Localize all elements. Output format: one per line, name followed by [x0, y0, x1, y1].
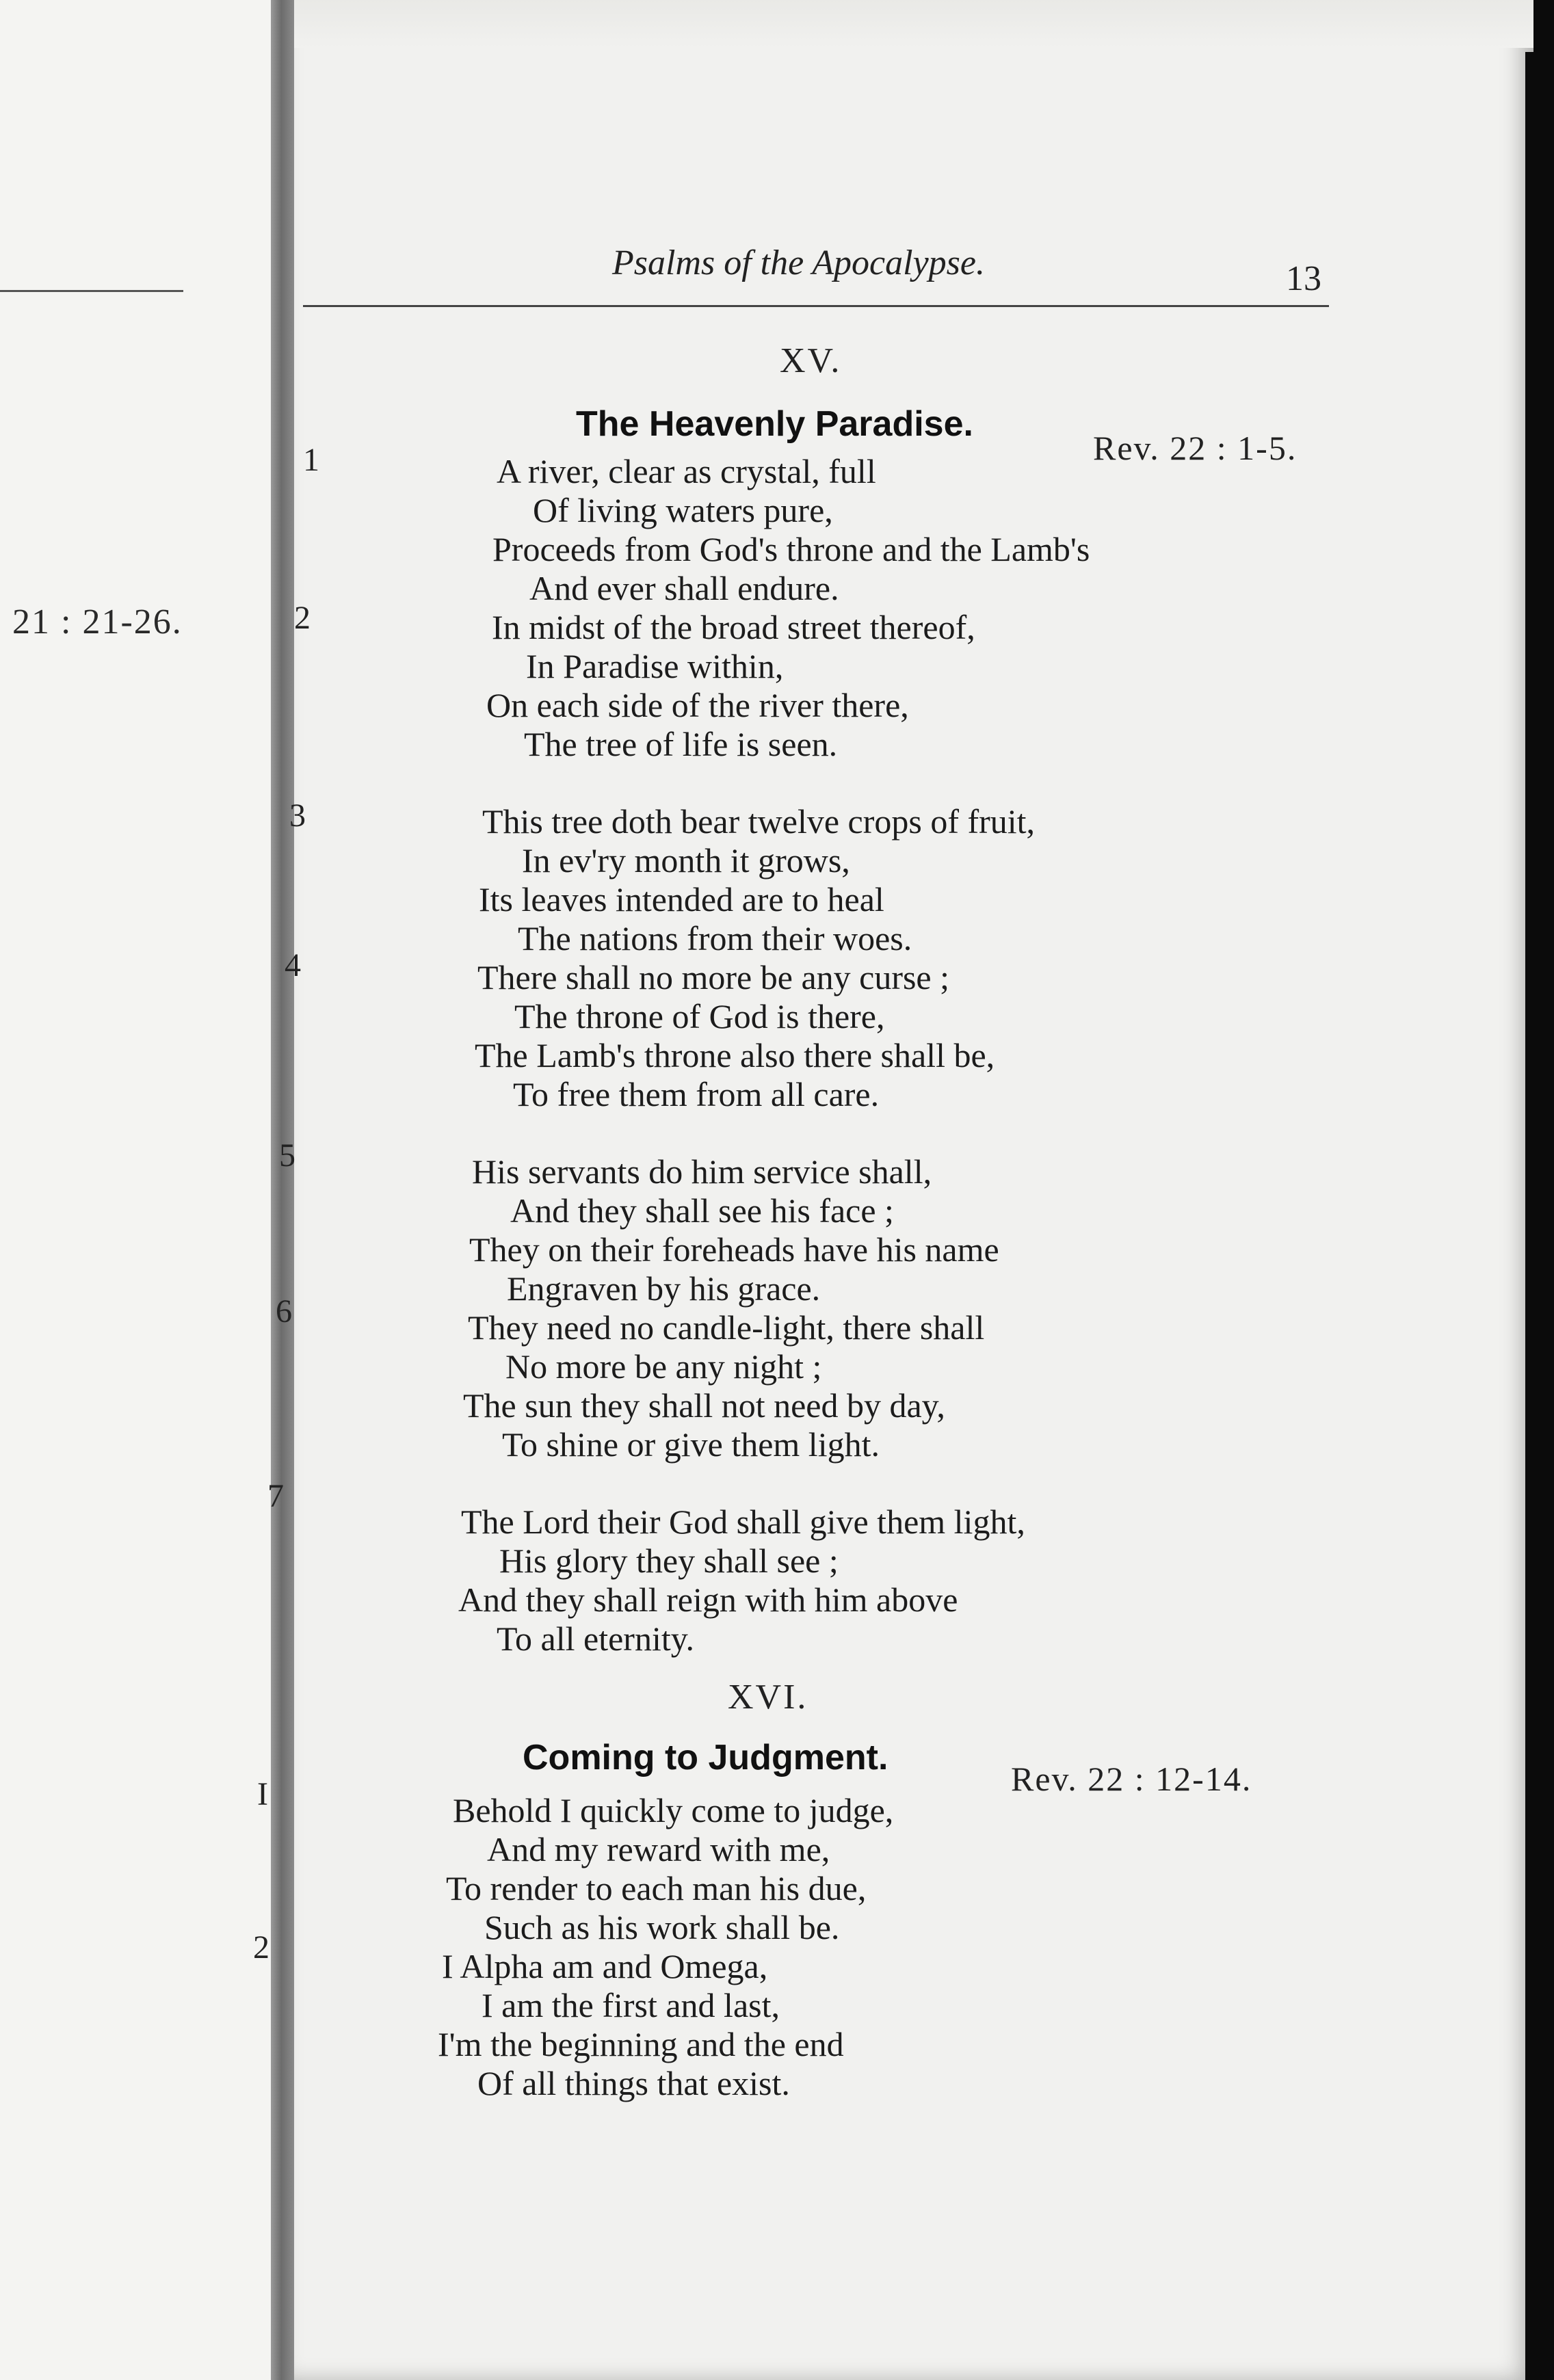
poem-line: The Lamb's throne also there shall be, — [475, 1036, 995, 1074]
poem-line: The sun they shall not need by day, — [463, 1386, 945, 1425]
poem-line: And they shall reign with him above — [458, 1581, 958, 1619]
poem-line: In midst of the broad street thereof, — [492, 608, 975, 646]
verse-number: 7 — [267, 1478, 284, 1514]
poem-line: Engraven by his grace. — [507, 1269, 821, 1308]
poem-line: To shine or give them light. — [502, 1425, 880, 1464]
poem-line: I Alpha am and Omega, — [442, 1947, 768, 1985]
poem-line: The Lord their God shall give them light, — [461, 1503, 1025, 1541]
poem-line: And ever shall endure. — [529, 569, 839, 607]
verse-number: 1 — [303, 442, 319, 478]
poem-line: And my reward with me, — [487, 1830, 830, 1868]
psalm-xv-numeral: XV. — [780, 341, 842, 380]
poem-line: In Paradise within, — [526, 647, 784, 685]
page-edge — [1525, 52, 1554, 2380]
poem-line: There shall no more be any curse ; — [477, 958, 950, 996]
verse-number: 3 — [289, 797, 306, 834]
poem-line: On each side of the river there, — [486, 686, 909, 724]
left-header-rule — [0, 290, 183, 292]
poem-line: Proceeds from God's throne and the Lamb's — [492, 530, 1090, 568]
running-title: Psalms of the Apocalypse. — [612, 243, 985, 282]
verse-number: 4 — [285, 947, 301, 983]
psalm-xv-reference: Rev. 22 : 1-5. — [1093, 429, 1298, 467]
poem-line: A river, clear as crystal, full — [497, 452, 876, 490]
poem-line: The nations from their woes. — [518, 919, 912, 957]
poem-line: The tree of life is seen. — [524, 725, 838, 763]
poem-line: And they shall see his face ; — [510, 1191, 894, 1230]
poem-line: In ev'ry month it grows, — [522, 841, 850, 880]
poem-line: Behold I quickly come to judge, — [453, 1791, 894, 1829]
book-gutter — [271, 0, 294, 2380]
poem-line: Of all things that exist. — [477, 2064, 790, 2102]
verse-number: 2 — [294, 600, 311, 636]
poem-line: No more be any night ; — [505, 1347, 822, 1386]
psalm-xvi-title: Coming to Judgment. — [523, 1738, 888, 1777]
poem-line: They on their foreheads have his name — [469, 1230, 999, 1269]
left-page-reference: 21 : 21-26. — [12, 603, 183, 642]
poem-line: His servants do him service shall, — [472, 1152, 932, 1191]
poem-line: This tree doth bear twelve crops of fruit, — [482, 802, 1036, 841]
header-rule — [303, 305, 1329, 307]
psalm-xvi-reference: Rev. 22 : 12-14. — [1011, 1760, 1252, 1798]
verse-number: I — [257, 1776, 268, 1812]
poem-line: I am the first and last, — [482, 1986, 780, 2024]
poem-line: Of living waters pure, — [533, 491, 833, 529]
poem-line: The throne of God is there, — [514, 997, 885, 1035]
poem-line: To all eternity. — [497, 1619, 694, 1658]
poem-line: His glory they shall see ; — [499, 1542, 839, 1580]
left-page — [0, 0, 274, 2380]
poem-line: To render to each man his due, — [446, 1869, 867, 1907]
poem-line: I'm the beginning and the end — [438, 2025, 844, 2063]
verse-number: 2 — [253, 1929, 269, 1966]
poem-line: They need no candle-light, there shall — [468, 1308, 985, 1347]
verse-number: 6 — [276, 1293, 292, 1330]
verse-number: 5 — [279, 1137, 295, 1174]
poem-line: Its leaves intended are to heal — [479, 880, 884, 918]
poem-line: Such as his work shall be. — [484, 1908, 840, 1946]
psalm-xv-title: The Heavenly Paradise. — [576, 404, 973, 444]
psalm-xvi-numeral: XVI. — [728, 1678, 808, 1717]
page-number: 13 — [1286, 259, 1321, 298]
poem-line: To free them from all care. — [513, 1075, 880, 1113]
